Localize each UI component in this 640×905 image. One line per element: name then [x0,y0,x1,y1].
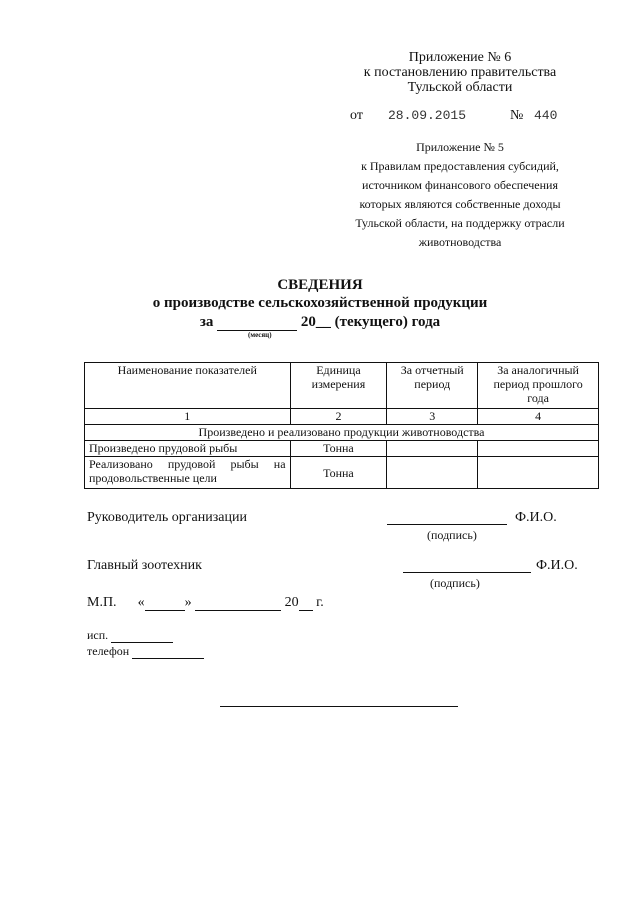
zootech-sign-caption: (подпись) [430,576,480,590]
executor-blank[interactable] [111,627,173,643]
table-section-row [85,425,599,441]
row-unit: Тонна [290,457,387,489]
year-end: г. [316,595,324,610]
table-row [85,441,599,457]
header-cell-name: Наименование показателей [85,363,291,409]
column-number: 1 [85,409,291,425]
month-blank-sign[interactable] [195,594,281,611]
mp-label: М.П. [87,595,117,610]
column-number: 4 [478,409,599,425]
appendix-5-line: животноводства [418,235,502,249]
region-label: Тульской области [407,80,513,95]
phone-label: телефон [87,644,130,658]
resolution-number: 440 [534,108,558,123]
resolution-label: к постановлению правительства [363,65,557,80]
head-label: Руководитель организации [87,510,247,525]
month-blank [217,313,297,331]
resolution-date: 28.09.2015 [388,108,467,123]
zootech-fio: Ф.И.О. [536,558,578,573]
table-row [85,457,599,489]
table-header-row [85,363,599,409]
period-line [0,313,640,331]
appendix-5-line: Тульской области, на поддержку отрасли [355,216,565,230]
row-current[interactable] [387,441,478,457]
closing-divider [220,706,458,707]
appendix-5-line: источником финансового обеспечения [362,178,558,192]
phone-line [87,643,204,659]
period-prefix: за [199,314,214,330]
header-cell-unit: Единица измерения [290,363,387,409]
period-suffix: 20__ (текущего) года [300,314,441,330]
row-previous[interactable] [478,441,599,457]
quote-close: » [184,595,192,610]
number-label: № [510,108,524,123]
row-name: Реализовано прудовой рыбы на продовольственные цели [85,457,291,489]
zootech-signature-line[interactable] [403,558,531,573]
head-signature-line[interactable] [387,510,507,525]
section-title: Произведено и реализовано продукции животноводства [85,425,599,441]
appendix-5-label: Приложение № 5 [416,140,504,154]
executor-line [87,627,173,643]
header-cell-previous: За аналогичный период прошлого года [478,363,599,409]
column-number: 2 [290,409,387,425]
year-prefix: 20 [284,595,299,610]
header-cell-current: За отчетный период [387,363,478,409]
row-unit: Тонна [290,441,387,457]
year-blank[interactable] [299,594,313,611]
appendix-5-line: которых являются собственные доходы [359,197,561,211]
day-blank[interactable] [145,594,185,611]
month-caption: (месяц) [248,331,272,339]
stamp-date-line [87,594,324,611]
table-number-row [85,409,599,425]
from-label: от [350,108,363,123]
appendix-6-label: Приложение № 6 [408,50,512,65]
head-fio: Ф.И.О. [515,510,557,525]
head-sign-caption: (подпись) [427,528,477,542]
zootech-label: Главный зоотехник [87,558,202,573]
row-previous[interactable] [478,457,599,489]
row-current[interactable] [387,457,478,489]
column-number: 3 [387,409,478,425]
doc-subheading: о производстве сельскохозяйственной продукции [152,295,488,311]
doc-heading: СВЕДЕНИЯ [277,277,363,293]
production-table [84,362,599,489]
quote-open: « [137,595,145,610]
phone-blank[interactable] [132,643,204,659]
executor-label: исп. [87,628,109,642]
row-name: Произведено прудовой рыбы [85,441,291,457]
appendix-5-line: к Правилам предоставления субсидий, [361,159,559,173]
